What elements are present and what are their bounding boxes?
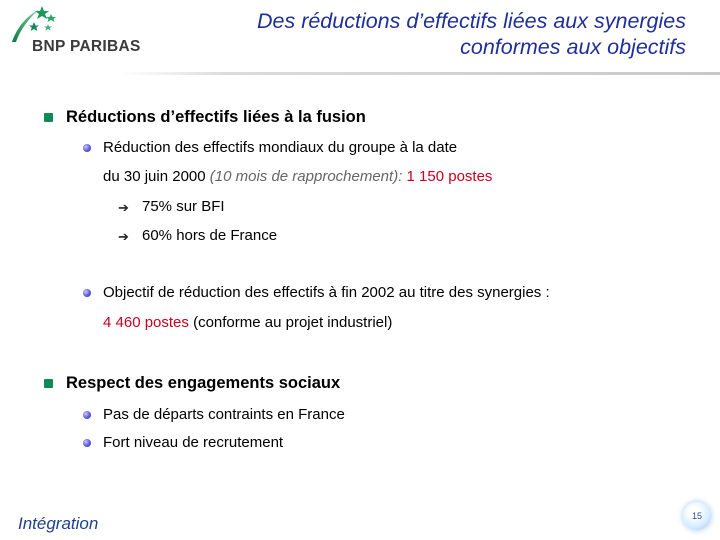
footer-label: Intégration bbox=[18, 514, 99, 533]
bnp-paribas-logo bbox=[4, 4, 154, 76]
right-arrow-icon: ➔ bbox=[118, 200, 129, 215]
date-text: du 30 juin 2000 bbox=[103, 168, 206, 185]
section-bullet-icon bbox=[44, 379, 53, 388]
bullet-dot-icon bbox=[83, 411, 91, 419]
sub-item-text: 60% hors de France bbox=[142, 227, 278, 244]
bullet-dot-icon bbox=[83, 289, 91, 297]
highlight-value: 4 460 postes bbox=[103, 314, 189, 331]
list-item-text: Objectif de réduction des effectifs à fin 2002 au titre des synergies : bbox=[103, 284, 550, 301]
title-line-1: Des réductions d’effectifs liées aux synergies bbox=[256, 9, 686, 33]
bullet-dot-icon bbox=[83, 144, 91, 152]
note-text: (conforme au projet industriel) bbox=[193, 314, 393, 331]
list-item-text-continued bbox=[103, 168, 492, 185]
sub-item-text: 75% sur BFI bbox=[142, 198, 225, 215]
highlight-value: 1 150 postes bbox=[406, 168, 493, 185]
title-line-2: conformes aux objectifs bbox=[460, 35, 686, 59]
section-bullet-icon bbox=[44, 113, 53, 122]
list-item-text: Réduction des effectifs mondiaux du groupe à la date bbox=[103, 139, 458, 156]
list-item-text-continued bbox=[103, 314, 392, 331]
title-divider bbox=[120, 72, 720, 75]
list-item-text: Pas de départs contraints en France bbox=[103, 406, 345, 423]
logo-text: BNP PARIBAS bbox=[32, 38, 141, 55]
section-heading-fusion: Réductions d’effectifs liées à la fusion bbox=[66, 108, 366, 126]
right-arrow-icon: ➔ bbox=[118, 229, 129, 244]
page-number-badge: 15 bbox=[683, 502, 711, 530]
list-item-text: Fort niveau de recrutement bbox=[103, 434, 284, 451]
bullet-dot-icon bbox=[83, 439, 91, 447]
page-title bbox=[146, 8, 686, 60]
section-heading-social: Respect des engagements sociaux bbox=[66, 374, 341, 392]
note-text: (10 mois de rapprochement): bbox=[209, 168, 403, 185]
